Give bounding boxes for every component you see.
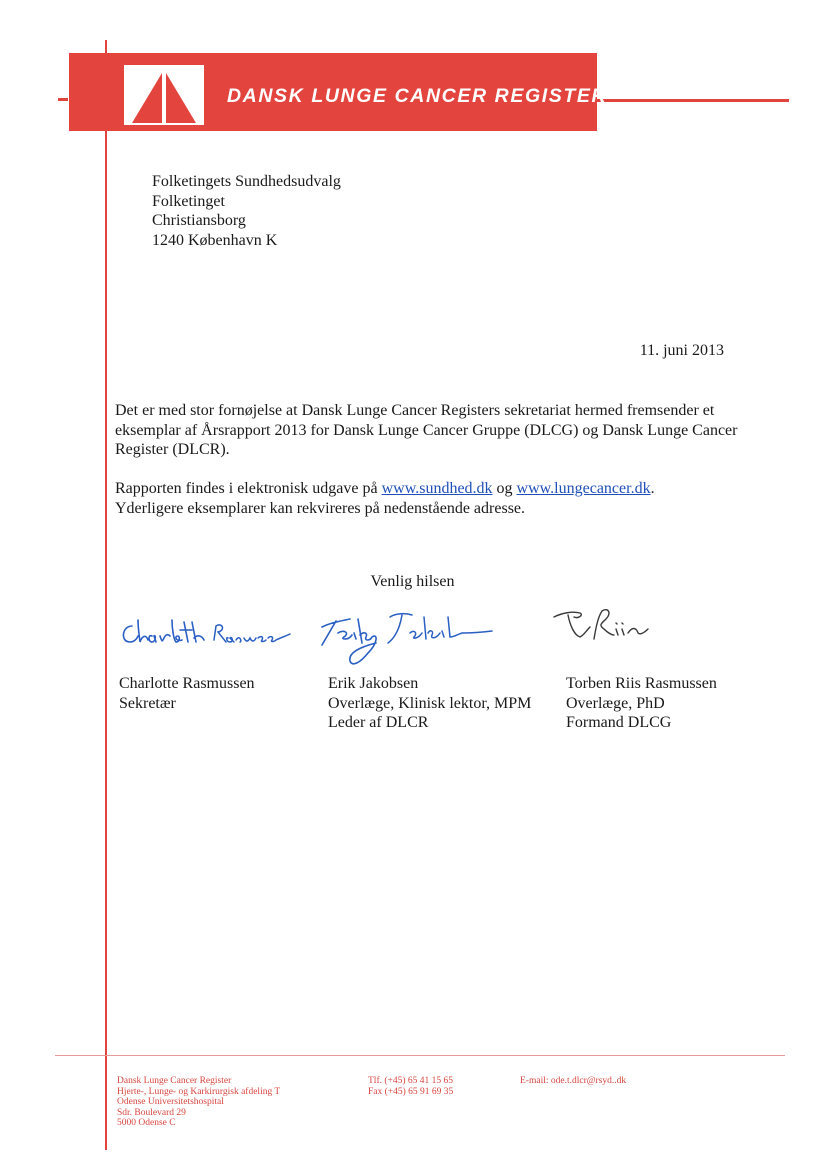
signature-erik-jakobsen (316, 603, 496, 671)
signatory-title: Formand DLCG (566, 714, 672, 731)
recipient-line: 1240 København K (152, 231, 278, 249)
signatory-title: Overlæge, Klinisk lektor, MPM (328, 694, 532, 712)
margin-rule-vertical (105, 40, 107, 1150)
footer-phone-fax (368, 1076, 453, 1097)
footer-line: Dansk Lunge Cancer Register (117, 1076, 232, 1086)
recipient-line: Folketingets Sundhedsudvalg (152, 173, 341, 190)
recipient-address (152, 172, 341, 250)
recipient-line: Christiansborg (152, 212, 246, 229)
signatory-name: Erik Jakobsen (328, 675, 419, 692)
paragraph-text: Yderligere eksemplarer kan rekvireres på nedenstående adresse. (115, 499, 526, 517)
closing-greeting: Venlig hilsen (370, 573, 455, 590)
footer-fax: Fax (+45) 65 91 69 35 (368, 1086, 454, 1097)
signatory-charlotte (119, 674, 255, 713)
signatory-erik (328, 674, 531, 733)
footer-line: 5000 Odense C (117, 1118, 176, 1128)
organization-title: DANSK LUNGE CANCER REGISTER (227, 85, 608, 107)
signature-charlotte-rasmussen (118, 612, 298, 652)
triangle-logo-icon (124, 65, 204, 125)
footer-phone: Tlf. (+45) 65 41 15 65 (368, 1076, 454, 1086)
footer-line: Sdr. Boulevard 29 (117, 1107, 186, 1118)
paragraph-text: Rapporten findes i elektronisk udgave på (115, 480, 382, 497)
letter-date: 11. juni 2013 (639, 342, 724, 359)
signatory-torben (566, 674, 717, 733)
recipient-line: Folketinget (152, 192, 225, 210)
footer-divider (55, 1055, 785, 1056)
header-rule-left (58, 98, 68, 101)
footer-email: E-mail: ode.t.dlcr@rsyd..dk (520, 1076, 627, 1086)
signatory-title: Sekretær (119, 694, 176, 712)
footer-address (117, 1076, 280, 1129)
signatory-name: Torben Riis Rasmussen (566, 675, 717, 692)
paragraph-text: . (650, 480, 655, 497)
paragraph-text: og (492, 480, 517, 497)
header-rule-right (597, 99, 789, 102)
letterhead-banner (69, 53, 608, 131)
signatory-title: Overlæge, PhD (566, 694, 665, 712)
signature-torben-riis (550, 603, 660, 647)
footer-line: Hjerte-, Lunge- og Karkirurgisk afdeling T (117, 1086, 281, 1097)
body-paragraph-1: Det er med stor fornøjelse at Dansk Lunge Cancer Registers sekretariat hermed fremsender et eksemplar af Årsrapport 2013 for Dansk Lunge Cancer Gruppe (DLCG) og Dansk Lunge Cancer Register (DLCR). (115, 402, 738, 458)
sundhed-link[interactable]: www.sundhed.dk (381, 480, 493, 497)
footer-line: Odense Universitetshospital (117, 1097, 224, 1107)
signatory-name: Charlotte Rasmussen (119, 675, 255, 692)
body-paragraph-2 (115, 479, 755, 518)
lungecancer-link[interactable]: www.lungecancer.dk (516, 480, 651, 497)
signatory-title: Leder af DLCR (328, 714, 429, 731)
